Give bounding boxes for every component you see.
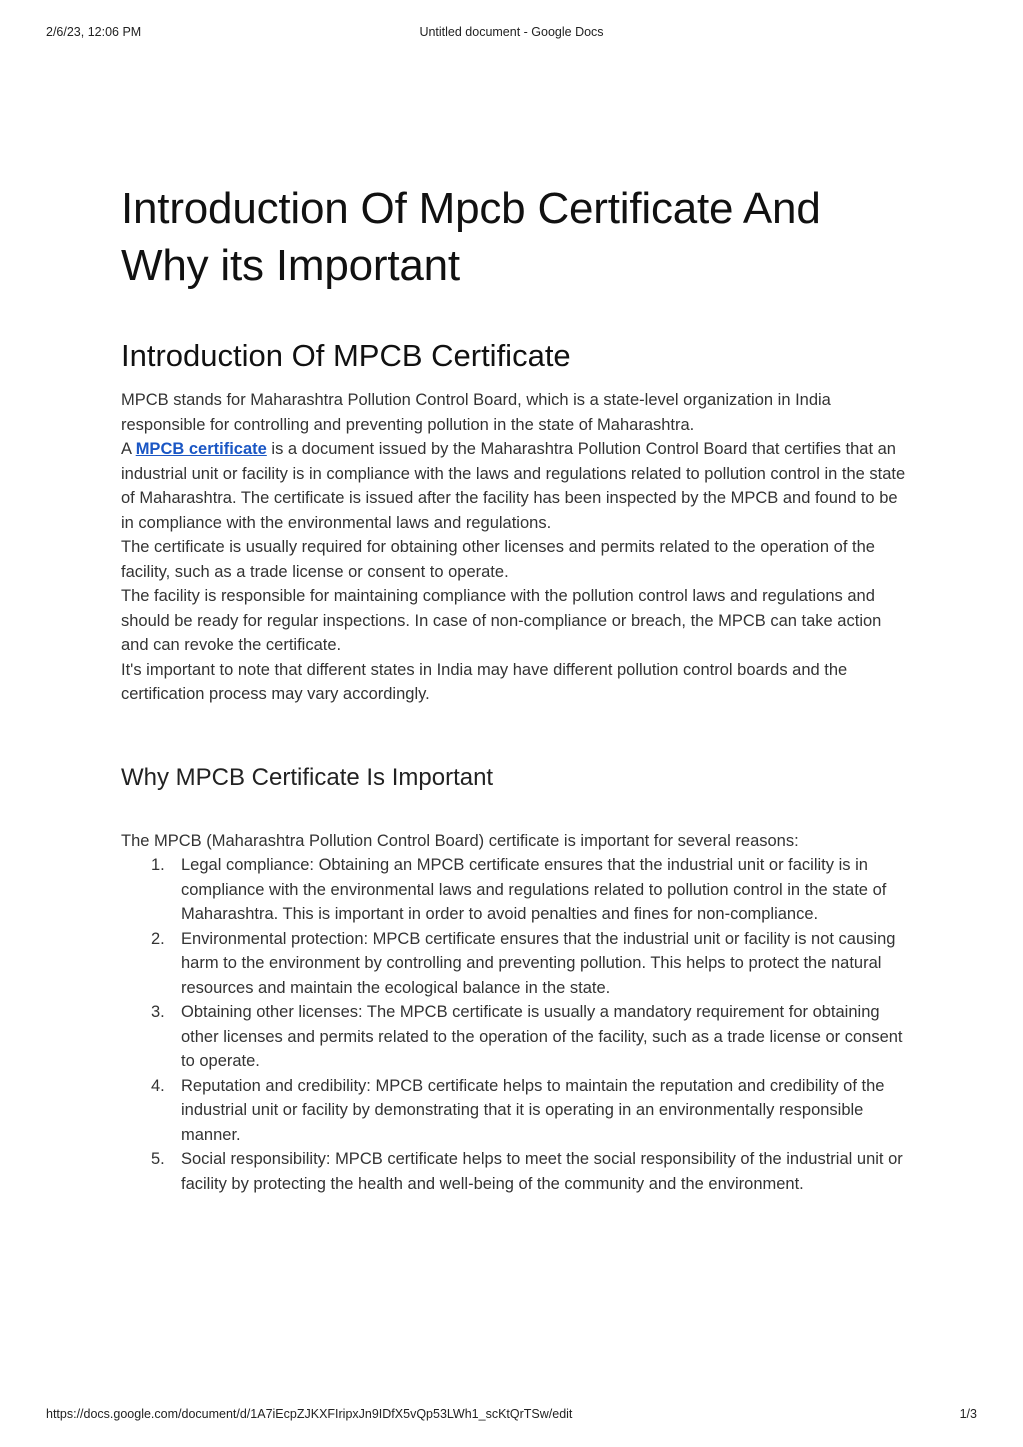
section-heading-introduction: Introduction Of MPCB Certificate [121, 338, 571, 373]
document-body [121, 180, 911, 1196]
list-item-text: Social responsibility: MPCB certificate helps to meet the social responsibility of the industrial unit or facility by protecting the health and well-being of the community and the environment. [181, 1150, 903, 1193]
list-item [121, 1147, 911, 1196]
page-number: 1/3 [959, 1407, 977, 1421]
list-item [121, 927, 911, 1001]
list-item-text: Environmental protection: MPCB certificate ensures that the industrial unit or facility is not causing harm to the environment by controlling and preventing pollution. This helps to protect the natural resources and maintain the ecological balance in the state. [181, 929, 896, 997]
section-heading-why-important: Why MPCB Certificate Is Important [121, 763, 494, 791]
print-doc-title: Untitled document - Google Docs [419, 25, 604, 39]
list-item [121, 1074, 911, 1148]
print-url: https://docs.google.com/document/d/1A7iEcpZJKXFIripxJn9IDfX5vQp53LWh1_scKtQrTSw/edit [46, 1407, 573, 1421]
list-item-number: 2. [151, 929, 165, 948]
certificate-paragraph [121, 437, 911, 535]
print-header [46, 25, 977, 41]
paragraph-prefix: A [121, 440, 136, 458]
requirement-paragraph: The certificate is usually required for obtaining other licenses and permits related to the operation of the facility, such as a trade license or consent to operate. [121, 538, 875, 581]
list-item-number: 4. [151, 1076, 165, 1095]
note-paragraph: It's important to note that different states in India may have different pollution control boards and the certification process may vary accordingly. [121, 660, 848, 703]
document-title: Introduction Of Mpcb Certificate And Why its Important [121, 184, 821, 290]
list-item-number: 3. [151, 1003, 165, 1021]
mpcb-certificate-link[interactable]: MPCB certificate [135, 440, 267, 458]
print-date: 2/6/23, 12:06 PM [46, 25, 142, 39]
list-item-number: 1. [151, 856, 165, 874]
compliance-paragraph: The facility is responsible for maintaining compliance with the pollution control laws and regulations and should be ready for regular inspections. In case of non-compliance or breach, the MPCB can take action and can revoke the certificate. [121, 587, 882, 654]
list-item-text: Obtaining other licenses: The MPCB certificate is usually a mandatory requirement for obtaining other licenses and permits related to the operation of the facility, such as a trade license or consent to operate. [181, 1003, 903, 1070]
list-item-number: 5. [151, 1150, 165, 1168]
list-item-text: Reputation and credibility: MPCB certificate helps to maintain the reputation and credibility of the industrial unit or facility by demonstrating that it is operating in an environmentally responsible manner. [181, 1076, 885, 1144]
reasons-intro: The MPCB (Maharashtra Pollution Control Board) certificate is important for several reasons: [121, 831, 799, 850]
list-item-text: Legal compliance: Obtaining an MPCB certificate ensures that the industrial unit or facility is in compliance with the environmental laws and regulations related to pollution control in the state of Maharashtra. This is important in order to avoid penalties and fines for non-compliance. [181, 856, 887, 923]
paragraph-rest: is a document issued by the Maharashtra Pollution Control Board that certifies that an industrial unit or facility is in compliance with the laws and regulations related to pollution control in the state of Maharashtra. The certificate is issued after the facility has been inspected by the MPCB and found to be in compliance with the environmental laws and regulations. [121, 440, 906, 532]
list-item [121, 1000, 911, 1074]
reasons-list [121, 853, 911, 1196]
print-footer [46, 1407, 977, 1423]
list-item [121, 853, 911, 927]
intro-paragraph: MPCB stands for Maharashtra Pollution Control Board, which is a state-level organization in India responsible for controlling and preventing pollution in the state of Maharashtra. [121, 391, 831, 434]
